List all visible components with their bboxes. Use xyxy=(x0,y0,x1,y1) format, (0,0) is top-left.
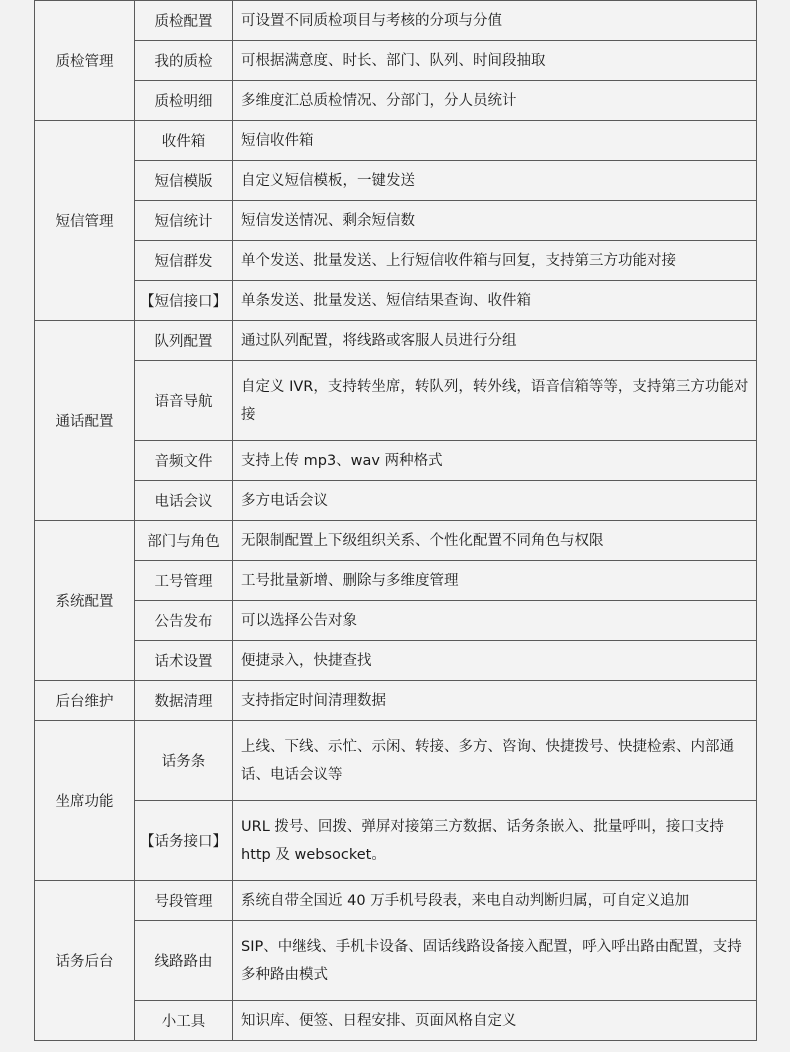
category-cell: 话务后台 xyxy=(35,881,135,1041)
description-cell: URL 拨号、回拨、弹屏对接第三方数据、话务条嵌入、批量呼叫，接口支持 http 及 websocket。 xyxy=(233,801,757,881)
description-cell: 自定义短信模板，一键发送 xyxy=(233,161,757,201)
description-cell: 单个发送、批量发送、上行短信收件箱与回复，支持第三方功能对接 xyxy=(233,241,757,281)
category-cell: 后台维护 xyxy=(35,681,135,721)
category-cell: 质检管理 xyxy=(35,1,135,121)
table-row xyxy=(35,561,757,601)
feature-cell: 短信统计 xyxy=(135,201,233,241)
table-row xyxy=(35,161,757,201)
description-cell: 可以选择公告对象 xyxy=(233,601,757,641)
description-cell: 支持上传 mp3、wav 两种格式 xyxy=(233,441,757,481)
table-row xyxy=(35,521,757,561)
table-row xyxy=(35,481,757,521)
category-cell: 通话配置 xyxy=(35,321,135,521)
category-cell: 坐席功能 xyxy=(35,721,135,881)
table-row xyxy=(35,281,757,321)
table-row xyxy=(35,321,757,361)
category-cell: 短信管理 xyxy=(35,121,135,321)
feature-cell: 数据清理 xyxy=(135,681,233,721)
table-row xyxy=(35,121,757,161)
table-row xyxy=(35,801,757,881)
feature-cell: 公告发布 xyxy=(135,601,233,641)
feature-cell: 工号管理 xyxy=(135,561,233,601)
table-row xyxy=(35,441,757,481)
feature-cell: 语音导航 xyxy=(135,361,233,441)
feature-cell: 话术设置 xyxy=(135,641,233,681)
table-row xyxy=(35,721,757,801)
feature-cell: 队列配置 xyxy=(135,321,233,361)
feature-table-body xyxy=(35,1,757,1041)
feature-cell: 号段管理 xyxy=(135,881,233,921)
feature-cell: 部门与角色 xyxy=(135,521,233,561)
feature-cell: 小工具 xyxy=(135,1001,233,1041)
description-cell: SIP、中继线、手机卡设备、固话线路设备接入配置，呼入呼出路由配置，支持多种路由模式 xyxy=(233,921,757,1001)
description-cell: 上线、下线、示忙、示闲、转接、多方、咨询、快捷拨号、快捷检索、内部通话、电话会议等 xyxy=(233,721,757,801)
feature-cell: 音频文件 xyxy=(135,441,233,481)
feature-cell: 短信群发 xyxy=(135,241,233,281)
description-cell: 可根据满意度、时长、部门、队列、时间段抽取 xyxy=(233,41,757,81)
description-cell: 通过队列配置，将线路或客服人员进行分组 xyxy=(233,321,757,361)
description-cell: 知识库、便签、日程安排、页面风格自定义 xyxy=(233,1001,757,1041)
description-cell: 多方电话会议 xyxy=(233,481,757,521)
description-cell: 多维度汇总质检情况、分部门，分人员统计 xyxy=(233,81,757,121)
feature-cell: 【短信接口】 xyxy=(135,281,233,321)
table-row xyxy=(35,881,757,921)
description-cell: 系统自带全国近 40 万手机号段表，来电自动判断归属，可自定义追加 xyxy=(233,881,757,921)
description-cell: 支持指定时间清理数据 xyxy=(233,681,757,721)
description-cell: 短信发送情况、剩余短信数 xyxy=(233,201,757,241)
table-row xyxy=(35,201,757,241)
feature-cell: 质检明细 xyxy=(135,81,233,121)
table-row xyxy=(35,361,757,441)
table-row xyxy=(35,1001,757,1041)
feature-cell: 我的质检 xyxy=(135,41,233,81)
table-row xyxy=(35,81,757,121)
table-row xyxy=(35,681,757,721)
description-cell: 无限制配置上下级组织关系、个性化配置不同角色与权限 xyxy=(233,521,757,561)
feature-cell: 话务条 xyxy=(135,721,233,801)
feature-table xyxy=(34,0,757,1041)
feature-cell: 短信模版 xyxy=(135,161,233,201)
table-row xyxy=(35,1,757,41)
feature-cell: 电话会议 xyxy=(135,481,233,521)
description-cell: 单条发送、批量发送、短信结果查询、收件箱 xyxy=(233,281,757,321)
description-cell: 自定义 IVR，支持转坐席，转队列，转外线，语音信箱等等，支持第三方功能对接 xyxy=(233,361,757,441)
feature-cell: 【话务接口】 xyxy=(135,801,233,881)
table-row xyxy=(35,641,757,681)
table-row xyxy=(35,601,757,641)
description-cell: 可设置不同质检项目与考核的分项与分值 xyxy=(233,1,757,41)
table-row xyxy=(35,41,757,81)
feature-cell: 收件箱 xyxy=(135,121,233,161)
table-row xyxy=(35,921,757,1001)
description-cell: 工号批量新增、删除与多维度管理 xyxy=(233,561,757,601)
feature-cell: 质检配置 xyxy=(135,1,233,41)
table-row xyxy=(35,241,757,281)
description-cell: 便捷录入，快捷查找 xyxy=(233,641,757,681)
description-cell: 短信收件箱 xyxy=(233,121,757,161)
category-cell: 系统配置 xyxy=(35,521,135,681)
feature-cell: 线路路由 xyxy=(135,921,233,1001)
